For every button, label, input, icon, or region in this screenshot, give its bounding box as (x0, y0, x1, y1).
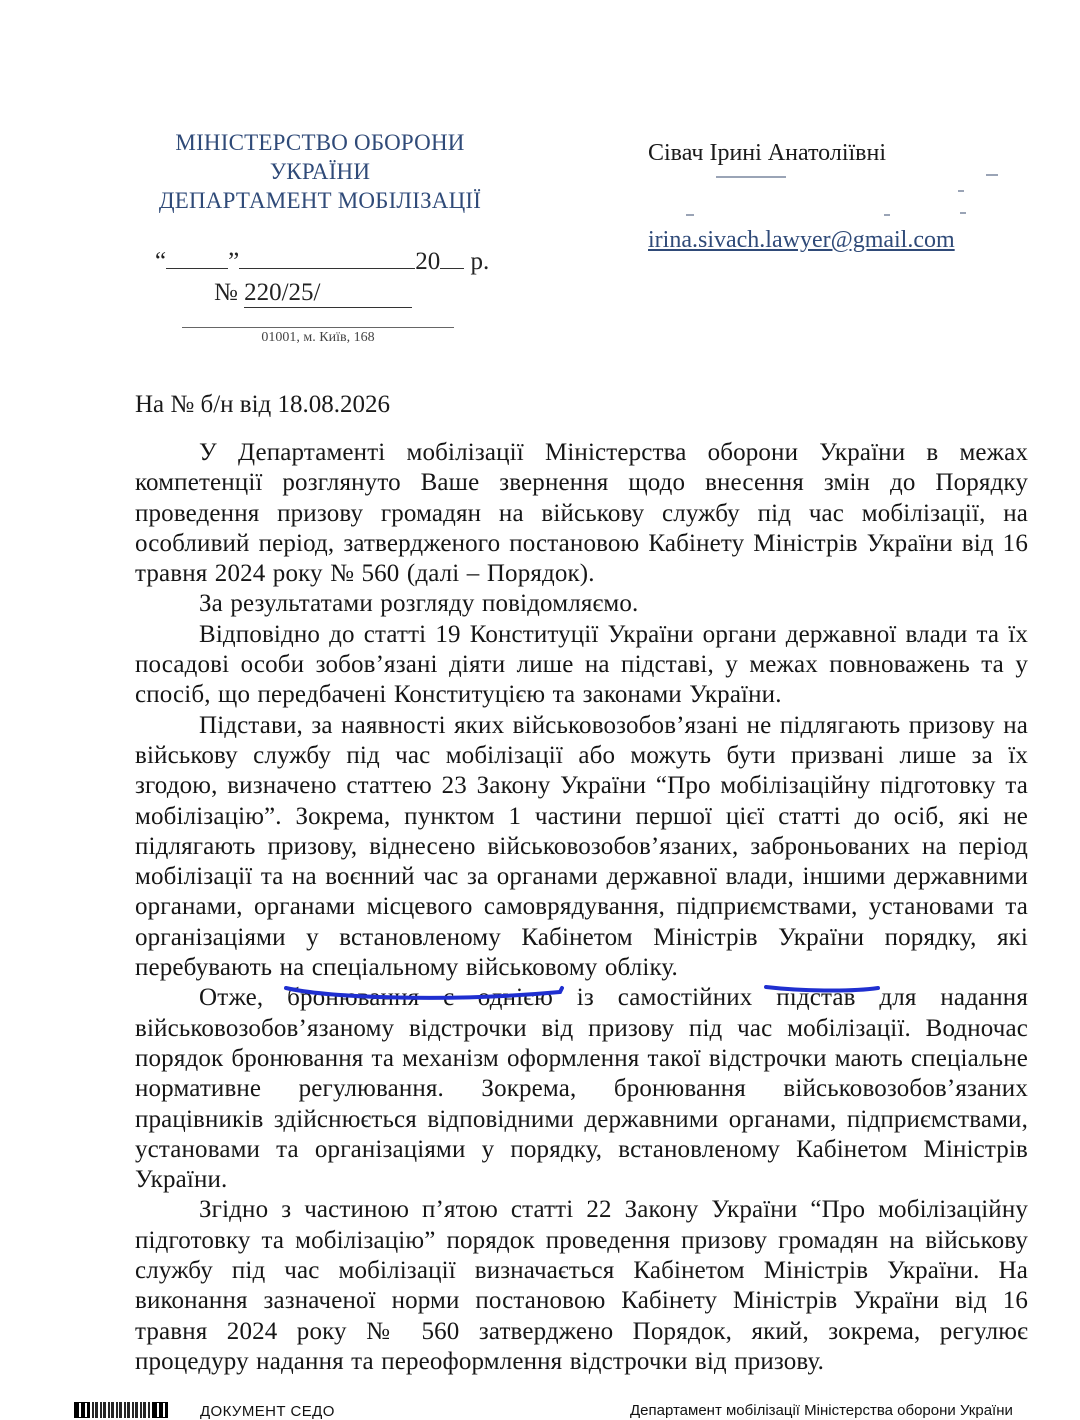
recipient-name: Сівач Ірині Анатоліївні (648, 140, 887, 166)
qr-code-pattern (92, 1402, 150, 1418)
address-continuation-cropped (200, 350, 440, 358)
ministry-header (110, 128, 530, 215)
qr-code-icon (74, 1402, 90, 1418)
ministry-address: 01001, м. Київ, 168 (261, 330, 375, 345)
reply-reference: На № б/н від 18.08.2026 (135, 391, 391, 418)
body-paragraph-1: У Департаменті мобілізації Міністерства оборони України в межах компетенції розглянуто Ваше звернення щодо внесення змін до Порядку проведення призову громадян на військову службу під час мобілізації, на особливий період, затвердженого постановою Кабінету Міністрів України від 16 травня 2024 року № 560 (далі – Порядок). (135, 439, 1028, 588)
body-paragraph-3: Відповідно до статті 19 Конституції України органи державної влади та їх посадові особи зобов’язані діяти лише на підставі, у межах повноважень та у спосіб, що передбачені Конституцією та законами України. (135, 620, 1028, 709)
date-year-prefix: 20 (415, 248, 441, 275)
outgoing-date-line (155, 246, 489, 276)
body-paragraph-2: За результатами розгляду повідомляємо. (199, 590, 639, 618)
department-line: ДЕПАРТАМЕНТ МОБІЛІЗАЦІЇ (158, 188, 482, 213)
registration-number-line (214, 279, 412, 308)
qr-code-corner (152, 1402, 168, 1418)
registration-number: 220/25/ (244, 279, 412, 308)
date-year-blank (440, 246, 464, 269)
qr-code (74, 1402, 170, 1418)
body-paragraph-6: Згідно з частиною п’ятою статті 22 Закону України “Про мобілізаційну підготовку та мобілізацію” порядок проведення призову громадян на військову службу під час мобілізації визначається Кабінетом Міністрів України. На виконання зазначеної норми постановою Кабінету Міністрів України від 16 травня 2024 року № 560 затверджено Порядок, який, зокрема, регулює процедуру надання та переоформлення відстрочки від призову. (135, 1196, 1028, 1375)
address-divider (182, 327, 454, 328)
ministry-line-2: УКРАЇНИ (269, 159, 371, 184)
letter-body (135, 438, 1028, 1377)
date-close-quote: ” (228, 248, 240, 275)
date-year-suffix: р. (464, 248, 490, 275)
number-sign: № (214, 279, 238, 306)
recipient-email-link[interactable]: irina.sivach.lawyer@gmail.com (648, 227, 955, 253)
date-day-blank (166, 246, 228, 269)
footer-department-label: Департамент мобілізації Міністерства оборони України (630, 1402, 1013, 1419)
date-month-blank (239, 246, 415, 269)
body-paragraph-5: Отже, бронювання є однією із самостійних підстав для надання військовозобов’язаному відстрочки від призову під час мобілізації. Водночас порядок бронювання та механізм оформлення такої відстрочки мають спеціальне нормативне регулювання. Зокрема, бронювання військовозобов’язаних працівників здійснюється відповідними державними органами, підприємствами, установами та організаціями у порядку, встановленому Кабінетом Міністрів України. (135, 984, 1028, 1194)
body-paragraph-4: Підстави, за наявності яких військовозобов’язані не підлягають призову на військову службу під час мобілізації або можуть бути призвані лише за їх згодою, визначено статтею 23 Закону України “Про мобілізаційну підготовку та мобілізацію”. Зокрема, пунктом 1 частини першої цієї статті до осіб, які не підлягають призову, віднесено військовозобов’язаних, заброньованих на період мобілізації та на воєнний час за органами державної влади, іншими державними органами, органами місцевого самоврядування, підприємствами, установами та організаціями у встановленому Кабінетом Міністрів України порядку, які перебувають на спеціальному військовому обліку. (135, 711, 1028, 982)
date-open-quote: “ (155, 248, 167, 275)
ministry-line-1: МІНІСТЕРСТВО ОБОРОНИ (175, 130, 465, 155)
footer-system-label: ДОКУМЕНТ СЕДО (200, 1403, 335, 1420)
